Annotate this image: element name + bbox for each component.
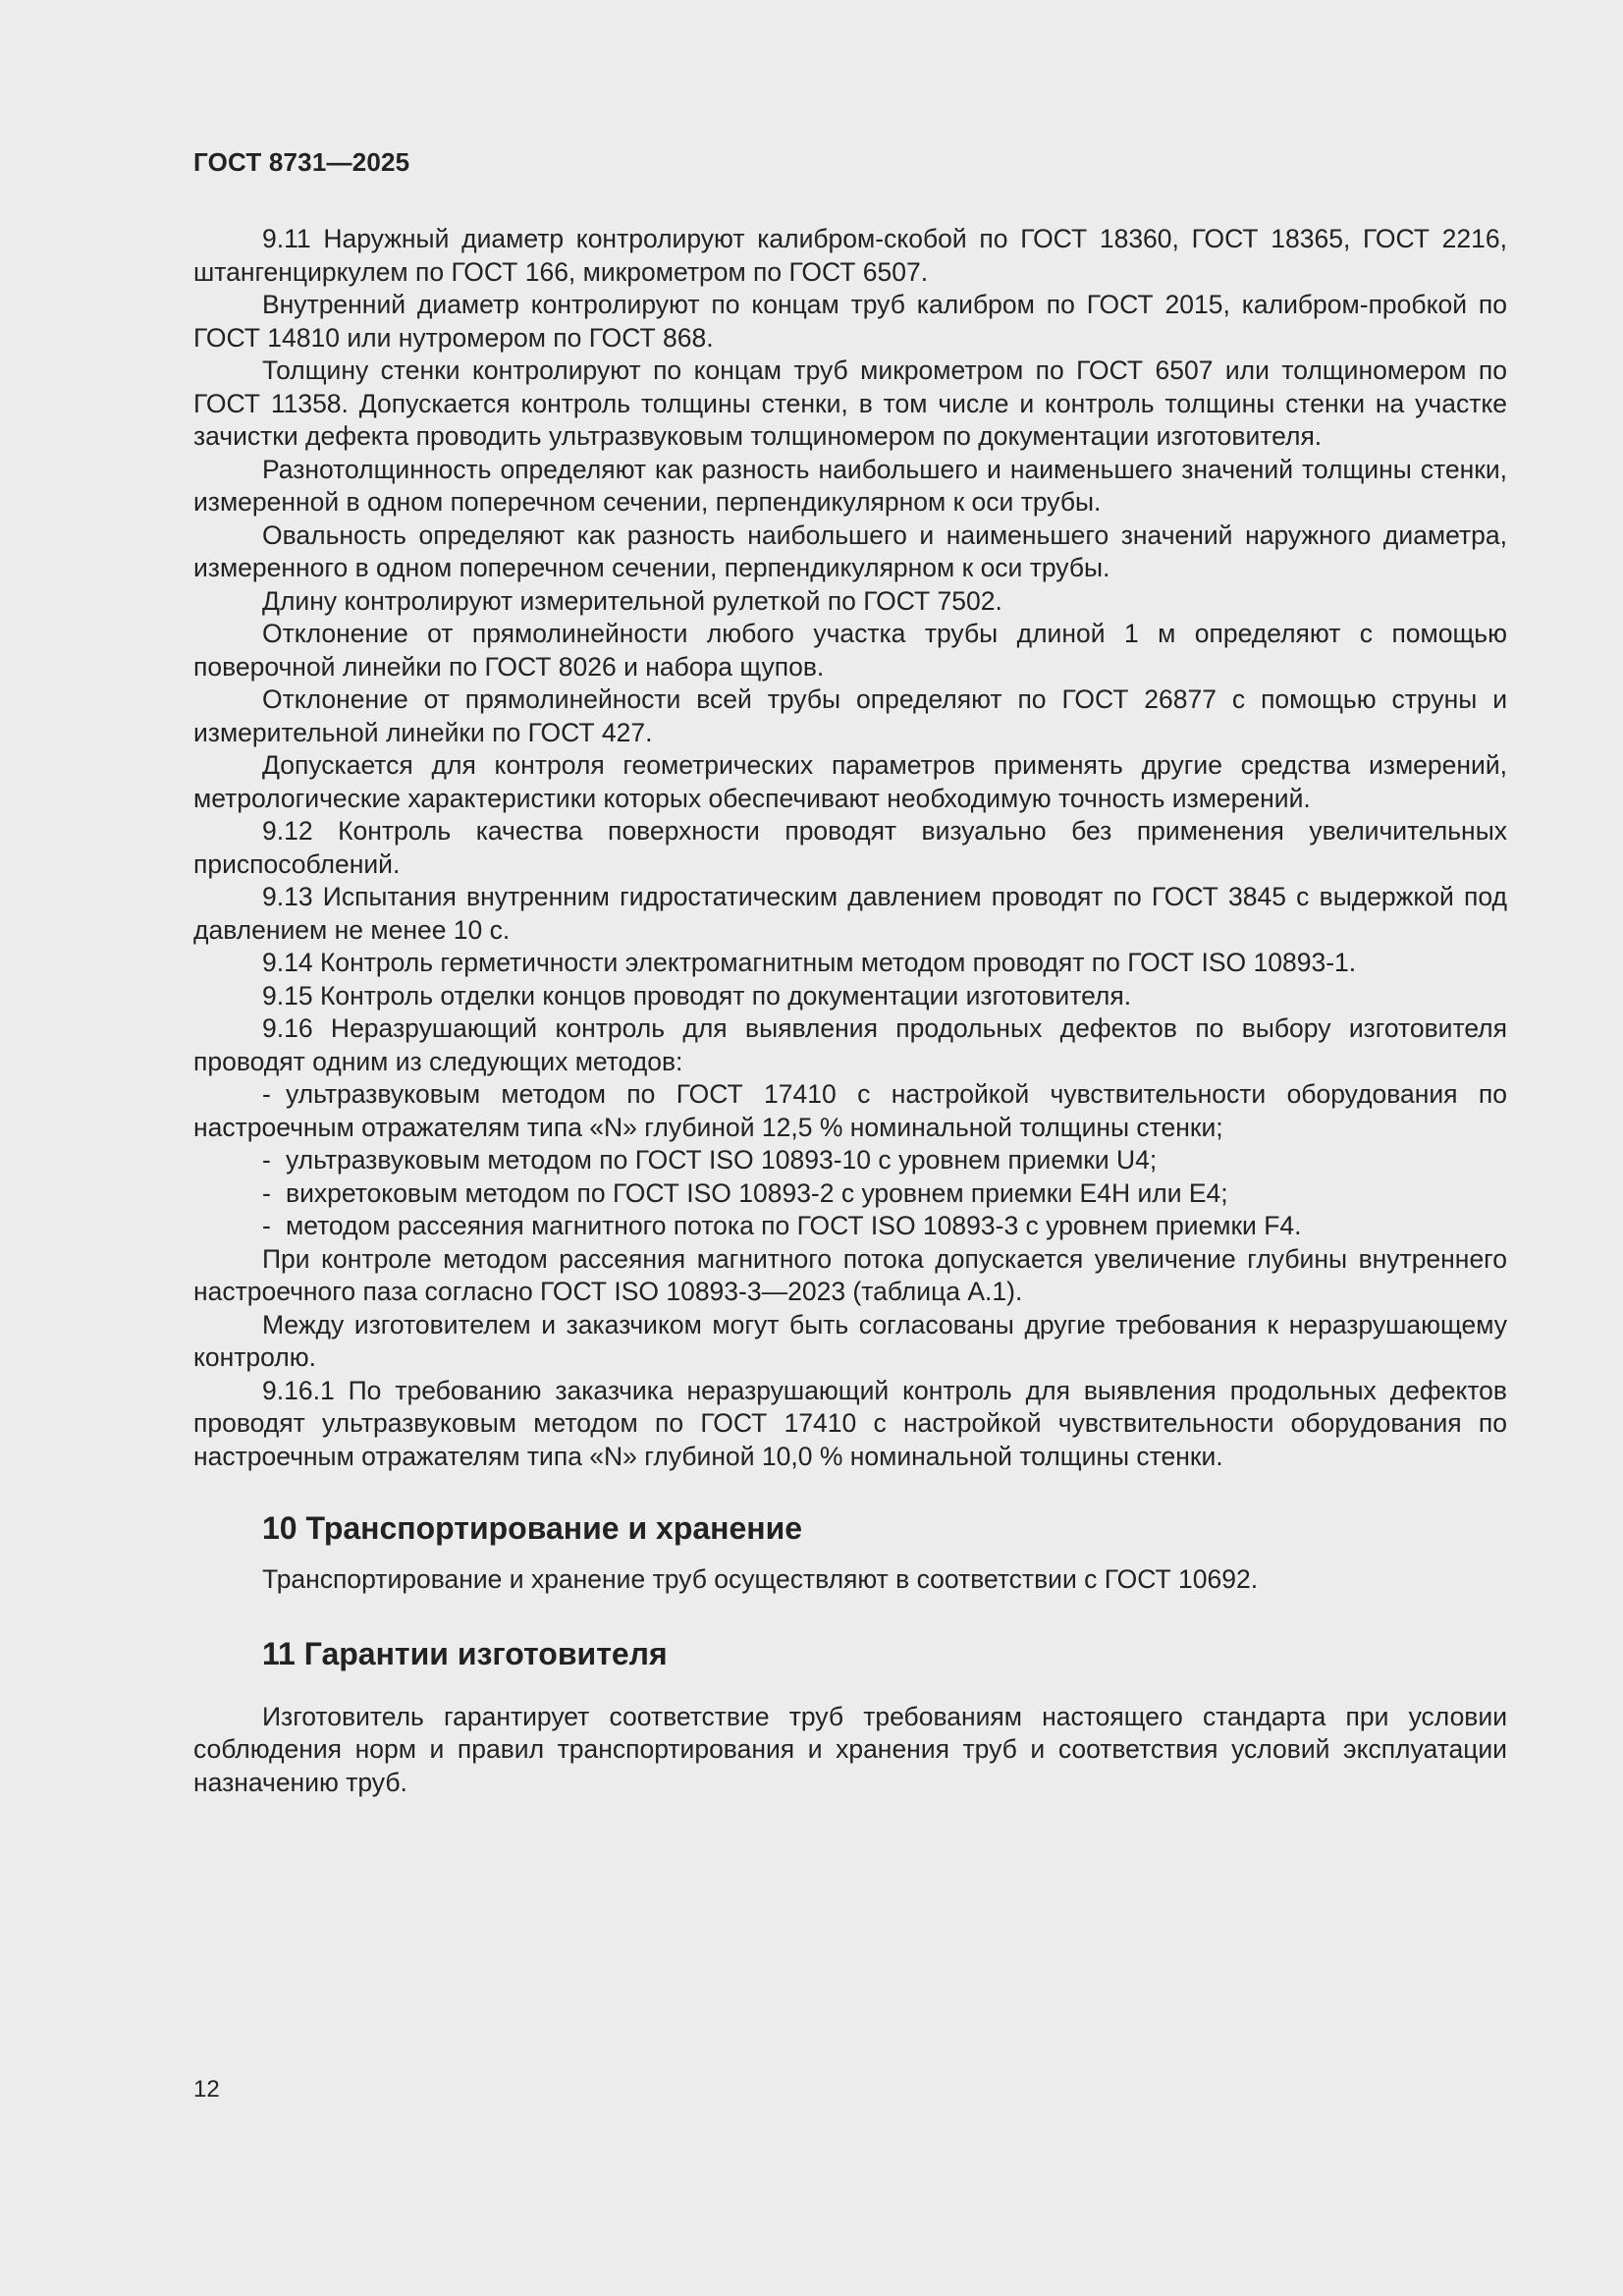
paragraph-9-13: 9.13 Испытания внутренним гидростатическим давлением проводят по ГОСТ 3845 с выдержкой под давлением не менее 10 с. xyxy=(193,882,1507,945)
document-body xyxy=(193,223,1507,1799)
list-item xyxy=(193,1144,1507,1177)
page-number: 12 xyxy=(193,2076,220,2103)
section-10-heading: 10 Транспортирование и хранение xyxy=(262,1510,803,1546)
document-header: ГОСТ 8731—2025 xyxy=(193,147,410,177)
list-dash: - xyxy=(262,1079,271,1109)
paragraph-inner-diameter: Внутренний диаметр контролируют по концам труб калибром по ГОСТ 2015, калибром-пробкой по ГОСТ 14810 или нутромером по ГОСТ 868. xyxy=(193,290,1507,353)
paragraph-straightness-local: Отклонение от прямолинейности любого участка трубы длиной 1 м определяют с помощью поверочной линейки по ГОСТ 8026 и набора щупов. xyxy=(193,619,1507,682)
section-11-text: Изготовитель гарантирует соответствие труб требованиям настоящего стандарта при условии соблюдения норм и правил транспортирования и хранения труб и соответствия условий эксплуатации назначению труб. xyxy=(193,1701,1507,1797)
list-dash: - xyxy=(262,1177,271,1208)
section-10-text: Транспортирование и хранение труб осуществляют в соответствии с ГОСТ 10692. xyxy=(262,1564,1259,1594)
list-item-text: методом рассеяния магнитного потока по ГОСТ ISO 10893-3 с уровнем приемки F4. xyxy=(286,1211,1302,1240)
section-11-heading: 11 Гарантии изготовителя xyxy=(262,1635,668,1671)
paragraph-straightness-total: Отклонение от прямолинейности всей трубы определяют по ГОСТ 26877 с помощью струны и измерительной линейки по ГОСТ 427. xyxy=(193,684,1507,747)
list-item xyxy=(193,1177,1507,1211)
paragraph-9-16: 9.16 Неразрушающий контроль для выявления продольных дефектов по выбору изготовителя проводят одним из следующих методов: xyxy=(193,1013,1507,1076)
paragraph-9-12: 9.12 Контроль качества поверхности проводят визуально без применения увеличительных приспособлений. xyxy=(193,816,1507,879)
list-item-text: вихретоковым методом по ГОСТ ISO 10893-2 с уровнем приемки E4H или E4; xyxy=(286,1177,1228,1208)
paragraph-ovality: Овальность определяют как разность наибольшего и наименьшего значений наружного диаметра, измеренного в одном поперечном сечении, перпендикулярном к оси трубы. xyxy=(193,519,1507,582)
paragraph-thickness-variation: Разнотолщинность определяют как разность наибольшего и наименьшего значений толщины стенки, измеренной в одном поперечном сечении, перпендикулярном к оси трубы. xyxy=(193,454,1507,517)
list-item-text: ультразвуковым методом по ГОСТ 17410 с настройкой чувствительности оборудования по настроечным отражателям типа «N» глубиной 12,5 % номинальной толщины стенки; xyxy=(193,1079,1507,1142)
list-item xyxy=(193,1078,1507,1144)
paragraph-other-instruments: Допускается для контроля геометрических параметров применять другие средства измерений, метрологические характеристики которых обеспечивают необходимую точность измерений. xyxy=(193,750,1507,813)
list-item-text: ультразвуковым методом по ГОСТ ISO 10893-10 с уровнем приемки U4; xyxy=(286,1145,1158,1175)
list-dash: - xyxy=(262,1211,271,1240)
paragraph-9-11: 9.11 Наружный диаметр контролируют калибром-скобой по ГОСТ 18360, ГОСТ 18365, ГОСТ 2216, штангенциркулем по ГОСТ 166, микрометром по ГОСТ 6507. xyxy=(193,224,1507,287)
paragraph-length: Длину контролируют измерительной рулеткой по ГОСТ 7502. xyxy=(262,585,1002,616)
list-dash: - xyxy=(262,1145,271,1175)
paragraph-magnetic-flux-note: При контроле методом рассеяния магнитного потока допускается увеличение глубины внутреннего настроечного паза согласно ГОСТ ISO 10893-3—2023 (таблица А.1). xyxy=(193,1243,1507,1306)
paragraph-agreement-note: Между изготовителем и заказчиком могут быть согласованы другие требования к неразрушающему контролю. xyxy=(193,1309,1507,1372)
paragraph-9-16-1: 9.16.1 По требованию заказчика неразрушающий контроль для выявления продольных дефектов проводят ультразвуковым методом по ГОСТ 17410 с настройкой чувствительности оборудования по настроечным отражателям типа «N» глубиной 10,0 % номинальной толщины стенки. xyxy=(193,1375,1507,1471)
paragraph-wall-thickness: Толщину стенки контролируют по концам труб микрометром по ГОСТ 6507 или толщиномером по ГОСТ 11358. Допускается контроль толщины стенки, в том числе и контроль толщины стенки на участке зачистки дефекта проводить ультразвуковым толщиномером по документации изготовителя. xyxy=(193,355,1507,451)
paragraph-9-15: 9.15 Контроль отделки концов проводят по документации изготовителя. xyxy=(262,980,1132,1011)
paragraph-9-14: 9.14 Контроль герметичности электромагнитным методом проводят по ГОСТ ISO 10893-1. xyxy=(262,948,1357,977)
list-item xyxy=(193,1210,1507,1243)
